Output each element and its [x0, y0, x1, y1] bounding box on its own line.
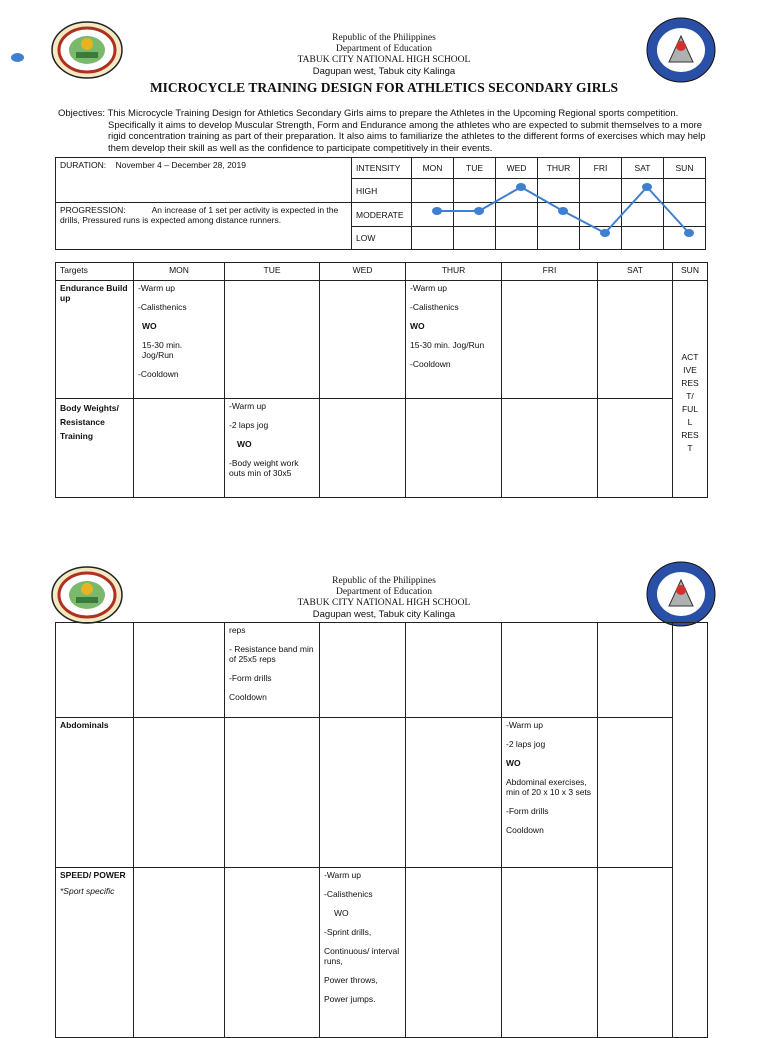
progression-label: PROGRESSION: — [60, 205, 126, 215]
table-row — [56, 623, 708, 718]
endurance-mon-cell — [134, 281, 225, 399]
endurance-thur-cell — [406, 281, 502, 399]
activity-line: reps — [229, 625, 246, 635]
header-republic-page2: Republic of the Philippines — [332, 576, 436, 586]
progression-value: An increase of 1 set per activity is expected in the drills, Pressured runs is expected among distance runners. — [60, 205, 339, 225]
rest-fragment: RES — [681, 378, 699, 388]
intensity-line-segment — [647, 187, 689, 233]
schedule-table — [55, 262, 708, 498]
intensity-day-thur: THUR — [538, 158, 580, 179]
activity-line: -Warm up — [138, 283, 175, 293]
activity-line: -2 laps jog — [506, 739, 546, 749]
target-abdominals: Abdominals — [56, 718, 134, 868]
activity-line: - Resistance band min of 25x5 reps — [229, 644, 314, 664]
target-endurance: Endurance Build up — [56, 281, 134, 399]
header-school-name-page2: TABUK CITY NATIONAL HIGH SCHOOL — [297, 598, 471, 608]
activity-line: Cooldown — [229, 692, 267, 702]
header-department-page2: Department of Education — [335, 587, 433, 597]
intensity-point-wed — [516, 183, 526, 191]
intensity-point-mon — [432, 207, 442, 215]
intensity-line-segment — [563, 211, 605, 233]
activity-line: -Warm up — [410, 283, 447, 293]
header-tue: TUE — [225, 263, 320, 281]
intensity-line-segment — [605, 187, 647, 233]
header-sun: SUN — [673, 263, 708, 281]
rest-fragment: T/ — [686, 391, 694, 401]
activity-line: -Calisthenics — [410, 302, 459, 312]
rest-fragment: L — [687, 417, 693, 427]
header-address-page2: Dagupan west, Tabuk city Kalinga — [312, 609, 456, 620]
intensity-day-mon: MON — [412, 158, 454, 179]
activity-line: 15-30 min. Jog/Run — [142, 340, 183, 360]
intensity-level-high: HIGH — [352, 179, 412, 203]
header-thur: THUR — [406, 263, 502, 281]
document-title: MICROCYCLE TRAINING DESIGN FOR ATHLETICS SECONDARY GIRLS — [149, 80, 619, 95]
activity-line: -Cooldown — [410, 359, 451, 369]
intensity-level-moderate: MODERATE — [352, 203, 412, 227]
activity-line: -Form drills — [506, 806, 549, 816]
sport-specific-note: *Sport specific — [60, 886, 115, 896]
target-speed-power: SPEED/ POWER — [60, 870, 126, 880]
intensity-point-fri — [600, 229, 610, 237]
intensity-point-thur — [558, 207, 568, 215]
header-republic: Republic of the Philippines — [332, 33, 436, 43]
intensity-day-fri: FRI — [580, 158, 622, 179]
body-weights-tue-cell — [225, 399, 320, 498]
activity-line: Power throws, — [324, 975, 378, 985]
activity-line: WO — [506, 758, 521, 768]
activity-line: WO — [142, 321, 157, 331]
rest-fragment: RES — [681, 430, 699, 440]
header-targets: Targets — [56, 263, 134, 281]
continued-tue-cell — [225, 623, 320, 718]
rest-fragment: T — [687, 443, 693, 453]
activity-line: -Warm up — [229, 401, 266, 411]
header-sat: SAT — [598, 263, 673, 281]
abdominals-fri-cell — [502, 718, 598, 868]
activity-line: 15-30 min. Jog/Run — [410, 340, 485, 350]
intensity-point-sun — [684, 229, 694, 237]
activity-line: WO — [410, 321, 425, 331]
target-speed-power-cell — [56, 868, 134, 1038]
table-row — [56, 868, 708, 1038]
activity-line: -2 laps jog — [229, 420, 269, 430]
activity-line: Abdominal exercises, min of 20 x 10 x 3 sets — [506, 777, 592, 797]
intensity-level-low: LOW — [352, 227, 412, 250]
table-row — [56, 399, 708, 498]
header-wed: WED — [320, 263, 406, 281]
activity-line: -Warm up — [506, 720, 543, 730]
header-school-name: TABUK CITY NATIONAL HIGH SCHOOL — [297, 55, 471, 65]
table-row — [56, 281, 708, 399]
activity-line: -Sprint drills, — [324, 927, 372, 937]
activity-line: Continuous/ interval runs, — [324, 946, 400, 966]
rest-fragment: IVE — [683, 365, 697, 375]
objectives-label: Objectives: — [58, 108, 105, 119]
activity-line: -Calisthenics — [324, 889, 373, 899]
speed-wed-cell — [320, 868, 406, 1038]
activity-line: -Calisthenics — [138, 302, 187, 312]
intensity-point-sat — [642, 183, 652, 191]
duration-label: DURATION: — [60, 160, 107, 170]
intensity-day-sun: SUN — [664, 158, 706, 179]
intensity-day-wed: WED — [496, 158, 538, 179]
activity-line: -Warm up — [324, 870, 361, 880]
rest-fragment: ACT — [681, 352, 699, 362]
activity-line: -Cooldown — [138, 369, 179, 379]
intensity-line-segment — [479, 187, 521, 211]
activity-line: Cooldown — [506, 825, 544, 835]
intensity-day-tue: TUE — [454, 158, 496, 179]
objectives-rest: Specifically it aims to develop Muscular Strength, Form and Endurance among the athletes who are expected to submit themselves to a more rigid concentration training as part of their preparation. It also aims to familiarize the athletes to the different forms of exercises which may help them develop their skill as well as the confidence to participate competitively in their events. — [108, 119, 706, 154]
table-row — [56, 718, 708, 868]
intensity-line-chart — [0, 0, 768, 260]
header-department: Department of Education — [335, 44, 433, 54]
rest-fragment: FUL — [681, 404, 699, 414]
schedule-table-continued — [55, 622, 708, 1038]
sunday-rest-cell — [673, 281, 708, 498]
duration-value: November 4 – December 28, 2019 — [115, 160, 246, 170]
intensity-day-sat: SAT — [622, 158, 664, 179]
activity-line: -Body weight work outs min of 30x5 — [229, 458, 299, 478]
header-mon: MON — [134, 263, 225, 281]
activity-line: -Form drills — [229, 673, 272, 683]
header-fri: FRI — [502, 263, 598, 281]
intensity-point-tue — [474, 207, 484, 215]
activity-line: WO — [334, 908, 349, 918]
activity-line: Power jumps. — [324, 994, 376, 1004]
intensity-line-segment — [521, 187, 563, 211]
header-address: Dagupan west, Tabuk city Kalinga — [312, 66, 456, 77]
intensity-label: INTENSITY — [352, 158, 412, 179]
activity-line: WO — [237, 439, 252, 449]
objectives-first-line: This Microcycle Training Design for Athletics Secondary Girls aims to prepare the Athletes in the Upcoming Regional sports competition. — [107, 108, 679, 119]
target-body-weights: Body Weights/ Resistance Training — [56, 399, 134, 498]
